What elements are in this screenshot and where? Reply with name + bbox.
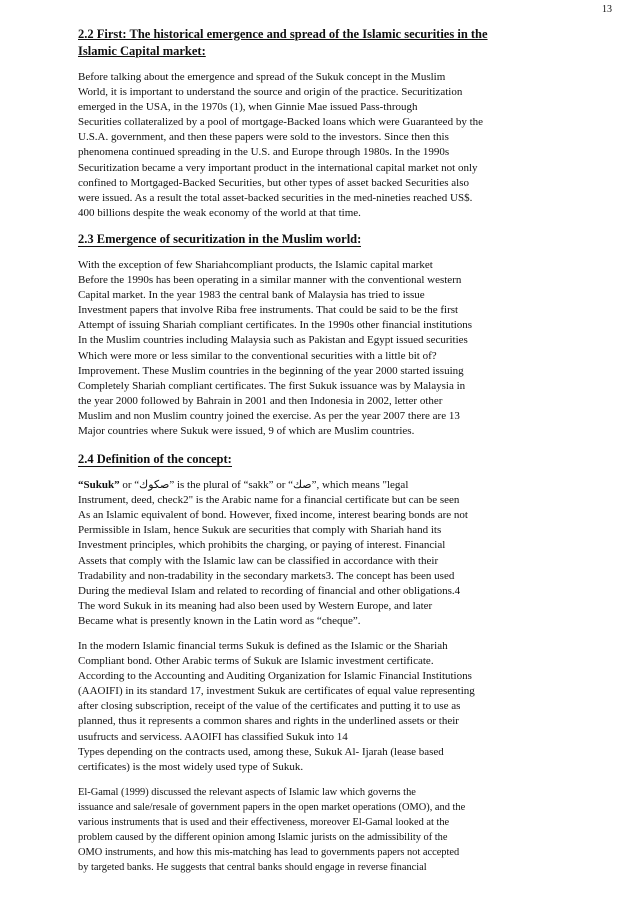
text-line: Investment papers that involve Riba free instruments. That could be said to be the first <box>78 304 459 317</box>
text-line: problem caused by the different opinion among Islamic jurists on the admissibility of the <box>78 832 448 844</box>
text-line: El-Gamal (1999) discussed the relevant aspects of Islamic law which governs the <box>78 786 416 798</box>
text-line: phenomena continued spreading in the U.S. and Europe through 1980s. In the 1990s <box>78 146 450 159</box>
text-line: Muslim and non Muslim country joined the exercise. As per the year 2007 there are 13 <box>78 409 460 422</box>
text-line: planned, thus it represents a common shares and rights in the underlined assets or their <box>78 715 459 728</box>
text-line: OMO instruments, and how this mis-matching has lead to governments papers not accepted <box>78 847 460 859</box>
text-line: Tradability and non-tradability in the secondary markets3. The concept has been used <box>78 569 455 582</box>
text-line: Capital market. In the year 1983 the central bank of Malaysia has tried to issue <box>78 289 425 302</box>
text-line: Types depending on the contracts used, among these, Sukuk Al- Ijarah (lease based <box>78 745 444 758</box>
text-line: Instrument, deed, check2" is the Arabic name for a financial certificate but can be seen <box>78 494 460 507</box>
text-line: Securitization became a very important product in the international capital market not only <box>78 161 478 174</box>
text-line: were issued. As a result the total asset-backed securities in the med-nineties reached US$. <box>78 191 473 204</box>
definition-text: ”, which means "legal <box>311 479 409 492</box>
text-line: by targeted banks. He suggests that central banks should engage in reverse financial <box>78 862 427 874</box>
text-line: Investment principles, which prohibits the charging, or paying of interest. Financial <box>78 539 446 552</box>
section-2-3-heading <box>78 231 558 248</box>
definition-text: or “ <box>119 479 140 492</box>
text-line: Permissible in Islam, hence Sukuk are securities that comply with Shariah hand its <box>78 524 442 537</box>
section-2-2-paragraph <box>78 70 558 221</box>
heading-line: 2.2 First: The historical emergence and spread of the Islamic securities in the <box>78 27 488 41</box>
text-line: Before talking about the emergence and spread of the Sukuk concept in the Muslim <box>78 71 446 83</box>
text-line: According to the Accounting and Auditing Organization for Islamic Financial Institutions <box>78 670 472 683</box>
text-line: the year 2000 followed by Bahrain in 2001 and then Indonesia in 2002, letter other <box>78 394 443 407</box>
sukuk-term: “Sukuk” <box>78 479 120 492</box>
text-line: As an Islamic equivalent of bond. However, fixed income, interest bearing bonds are not <box>78 509 468 522</box>
text-line: Improvement. These Muslim countries in the beginning of the year 2000 started issuing <box>78 364 464 377</box>
text-line: Which were more or less similar to the conventional securities with a little bit of? <box>78 349 437 362</box>
el-gamal-paragraph <box>78 785 558 876</box>
sukuk-definition-paragraph <box>78 478 558 629</box>
text-line: World, it is important to understand the source and origin of the practice. Securitization <box>78 86 463 99</box>
section-2-3-title: 2.3 Emergence of securitization in the Muslim world: <box>78 231 362 246</box>
arabic-plural: صكوك <box>139 479 170 492</box>
text-line: In the modern Islamic financial terms Sukuk is defined as the Islamic or the Shariah <box>78 640 448 652</box>
page-number: 13 <box>602 4 612 15</box>
modern-definition-paragraph <box>78 639 558 775</box>
document-body <box>78 26 558 875</box>
text-line: confined to Mortgaged-Backed Securities, but other types of asset backed Securities also <box>78 176 469 189</box>
text-line: Securities collateralized by a pool of mortgage-Backed loans which were Guaranteed by the <box>78 116 484 129</box>
text-line: Became what is presently known in the Latin word as “cheque”. <box>78 614 361 627</box>
section-2-2-heading <box>78 26 558 60</box>
text-line: During the medieval Islam and related to recording of financial and other obligations.4 <box>78 584 461 597</box>
section-2-4-heading <box>78 451 558 468</box>
definition-text: ” is the plural of “sakk” or “ <box>169 479 294 492</box>
sukuk-definition-first-line <box>78 478 558 493</box>
text-line: Compliant bond. Other Arabic terms of Sukuk are Islamic investment certificate. <box>78 655 434 668</box>
heading-line: Islamic Capital market: <box>78 44 206 58</box>
text-line: usufructs and servicess. AAOIFI has classified Sukuk into 14 <box>78 730 348 743</box>
text-line: In the Muslim countries including Malaysia such as Pakistan and Egypt issued securities <box>78 334 468 347</box>
text-line: various instruments that is used and their effectiveness, moreover El-Gamal looked at the <box>78 817 450 829</box>
text-line: issuance and sale/resale of government papers in the open market operations (OMO), and the <box>78 801 466 813</box>
section-2-3-paragraph <box>78 258 558 439</box>
text-line: Before the 1990s has been operating in a similar manner with the conventional western <box>78 274 462 287</box>
text-line: Assets that comply with the Islamic law can be classified in accordance with their <box>78 554 439 567</box>
text-line: after closing subscription, receipt of the value of the certificates and putting it to use as <box>78 700 461 713</box>
text-line: (AAOIFI) in its standard 17, investment Sukuk are certificates of equal value representing <box>78 685 475 698</box>
text-line: Completely Shariah compliant certificates. The first Sukuk issuance was by Malaysia in <box>78 379 466 392</box>
sukuk-definition-lines <box>78 493 558 629</box>
text-line: Major countries where Sukuk were issued, 9 of which are Muslim countries. <box>78 424 415 437</box>
arabic-singular: صك <box>293 479 312 492</box>
section-2-4-title: 2.4 Definition of the concept: <box>78 452 232 467</box>
text-line: emerged in the USA, in the 1970s (1), when Ginnie Mae issued Pass-through <box>78 101 418 114</box>
text-line: certificates) is the most widely used type of Sukuk. <box>78 760 304 773</box>
text-line: The word Sukuk in its meaning had also been used by Western Europe, and later <box>78 599 433 612</box>
text-line: Attempt of issuing Shariah compliant certificates. In the 1990s other financial institutions <box>78 319 473 332</box>
text-line: U.S.A. government, and then these papers were sold to the investors. Since then this <box>78 131 449 144</box>
text-line: With the exception of few Shariahcompliant products, the Islamic capital market <box>78 258 433 271</box>
text-line: 400 billions despite the weak economy of the world at that time. <box>78 206 361 219</box>
